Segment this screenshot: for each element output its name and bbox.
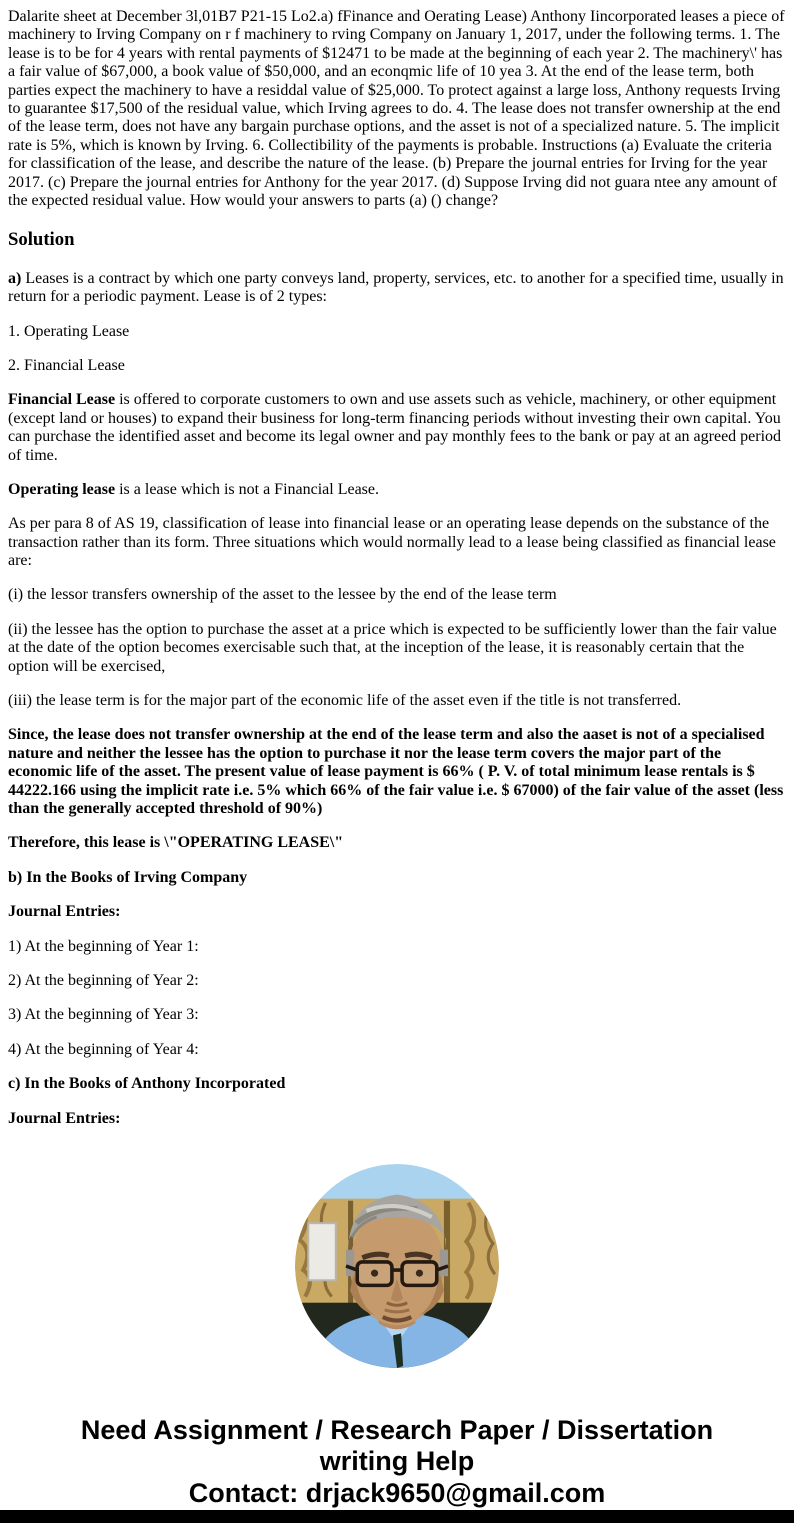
paragraph-a-lead: a)	[8, 269, 22, 287]
conclusion-paragraph: Since, the lease does not transfer ownership at the end of the lease term and also the aaset is not of a specialised nature and neither the lessee has the option to purchase it nor the lease term covers the major part of the economic life of the asset. The present value of lease payment is 66% ( P. V. of total minimum lease rentals is $ 44222.166 using the implicit rate i.e. 5% which 66% of the fair value i.e. $ 67000) of the fair value of the asset (less than the generally accepted threshold of 90%)	[8, 726, 784, 817]
operating-lease-paragraph	[8, 481, 786, 499]
advert-banner-contact: Contact: drjack9650@gmail.com	[188, 1477, 606, 1508]
operating-lease-text: is a lease which is not a Financial Lease.	[115, 480, 380, 498]
criterion-2: (ii) the lessee has the option to purchase the asset at a price which is expected to be sufficiently lower than the fair value at the date of the option becomes exercisable such that, at the inception of the lease, it is reasonably certain that the option will be exercised,	[8, 620, 777, 675]
section-c-heading: c) In the Books of Anthony Incorporated	[8, 1075, 286, 1093]
year-4-entry: 4) At the beginning of Year 4:	[8, 1040, 199, 1058]
tutor-photo	[295, 1164, 499, 1368]
as19-paragraph: As per para 8 of AS 19, classification of lease into financial lease or an operating lease depends on the substance of the transaction rather than its form. Three situations which would normally lead to a lease being classified as financial lease are:	[8, 515, 776, 570]
tutor-photo-wrap	[8, 1164, 786, 1373]
year-3-entry: 3) At the beginning of Year 3:	[8, 1006, 199, 1024]
journal-entries-heading-c: Journal Entries:	[8, 1109, 121, 1127]
financial-lease-paragraph	[8, 391, 786, 465]
criterion-3: (iii) the lease term is for the major part of the economic life of the asset even if the title is not transferred.	[8, 692, 682, 710]
operating-lease-lead: Operating lease	[8, 480, 116, 498]
therefore-statement: Therefore, this lease is \"OPERATING LEASE\"	[8, 834, 344, 852]
paragraph-a	[8, 270, 786, 307]
advert-banner-headline: Need Assignment / Research Paper / Dissertation writing Help	[80, 1415, 714, 1476]
year-2-entry: 2) At the beginning of Year 2:	[8, 971, 199, 989]
tutor-photo-illustration	[295, 1164, 499, 1368]
financial-lease-lead: Financial Lease	[8, 391, 116, 409]
lease-type-2: 2. Financial Lease	[8, 356, 125, 374]
criterion-1: (i) the lessor transfers ownership of the asset to the lessee by the end of the lease term	[8, 586, 557, 604]
solution-heading: Solution	[8, 229, 75, 251]
lease-type-1: 1. Operating Lease	[8, 322, 130, 340]
advert-banner	[47, 1415, 747, 1508]
problem-statement: Dalarite sheet at December 3l,01B7 P21-15 Lo2.a) fFinance and Oerating Lease) Anthony Iincorporated leases a piece of machinery to Irving Company on r f machinery to rving Company on January 1, 2017, under the following terms. 1. The lease is to be for 4 years with rental payments of $12471 to be made at the beginning of each year 2. The machinery\' has a fair value of $67,000, a book value of $50,000, and an econqmic life of 10 yea 3. At the end of the lease term, both parties expect the machinery to have a residdal value of $25,000. To protect against a large loss, Anthony requests Irving to guarantee $17,500 of the residual value, which Irving agrees to do. 4. The lease does not transfer ownership at the end of the lease term, does not have any bargain purchase options, and the asset is not of a specialized nature. 5. The implicit rate is 5%, which is known by Irving. 6. Collectibility of the payments is probable. Instructions (a) Evaluate the criteria for classification of the lease, and describe the nature of the lease. (b) Prepare the journal entries for Irving for the year 2017. (c) Prepare the journal entries for Anthony for the year 2017. (d) Suppose Irving did not guara ntee any amount of the expected residual value. How would your answers to parts (a) () change?	[8, 8, 785, 209]
paragraph-a-text: Leases is a contract by which one party conveys land, property, services, etc. to another for a specified time, usually in return for a periodic payment. Lease is of 2 types:	[8, 269, 784, 306]
bottom-black-bar	[0, 1510, 794, 1523]
journal-entries-heading-b: Journal Entries:	[8, 903, 121, 921]
financial-lease-text: is offered to corporate customers to own and use assets such as vehicle, machinery, or other equipment (except land or houses) to expand their business for long-term financing periods without investing their own capital. You can purchase the identified asset and become its legal owner and pay monthly fees to the bank or pay at an agreed period of time.	[8, 391, 782, 464]
section-b-heading: b) In the Books of Irving Company	[8, 868, 248, 886]
year-1-entry: 1) At the beginning of Year 1:	[8, 937, 199, 955]
